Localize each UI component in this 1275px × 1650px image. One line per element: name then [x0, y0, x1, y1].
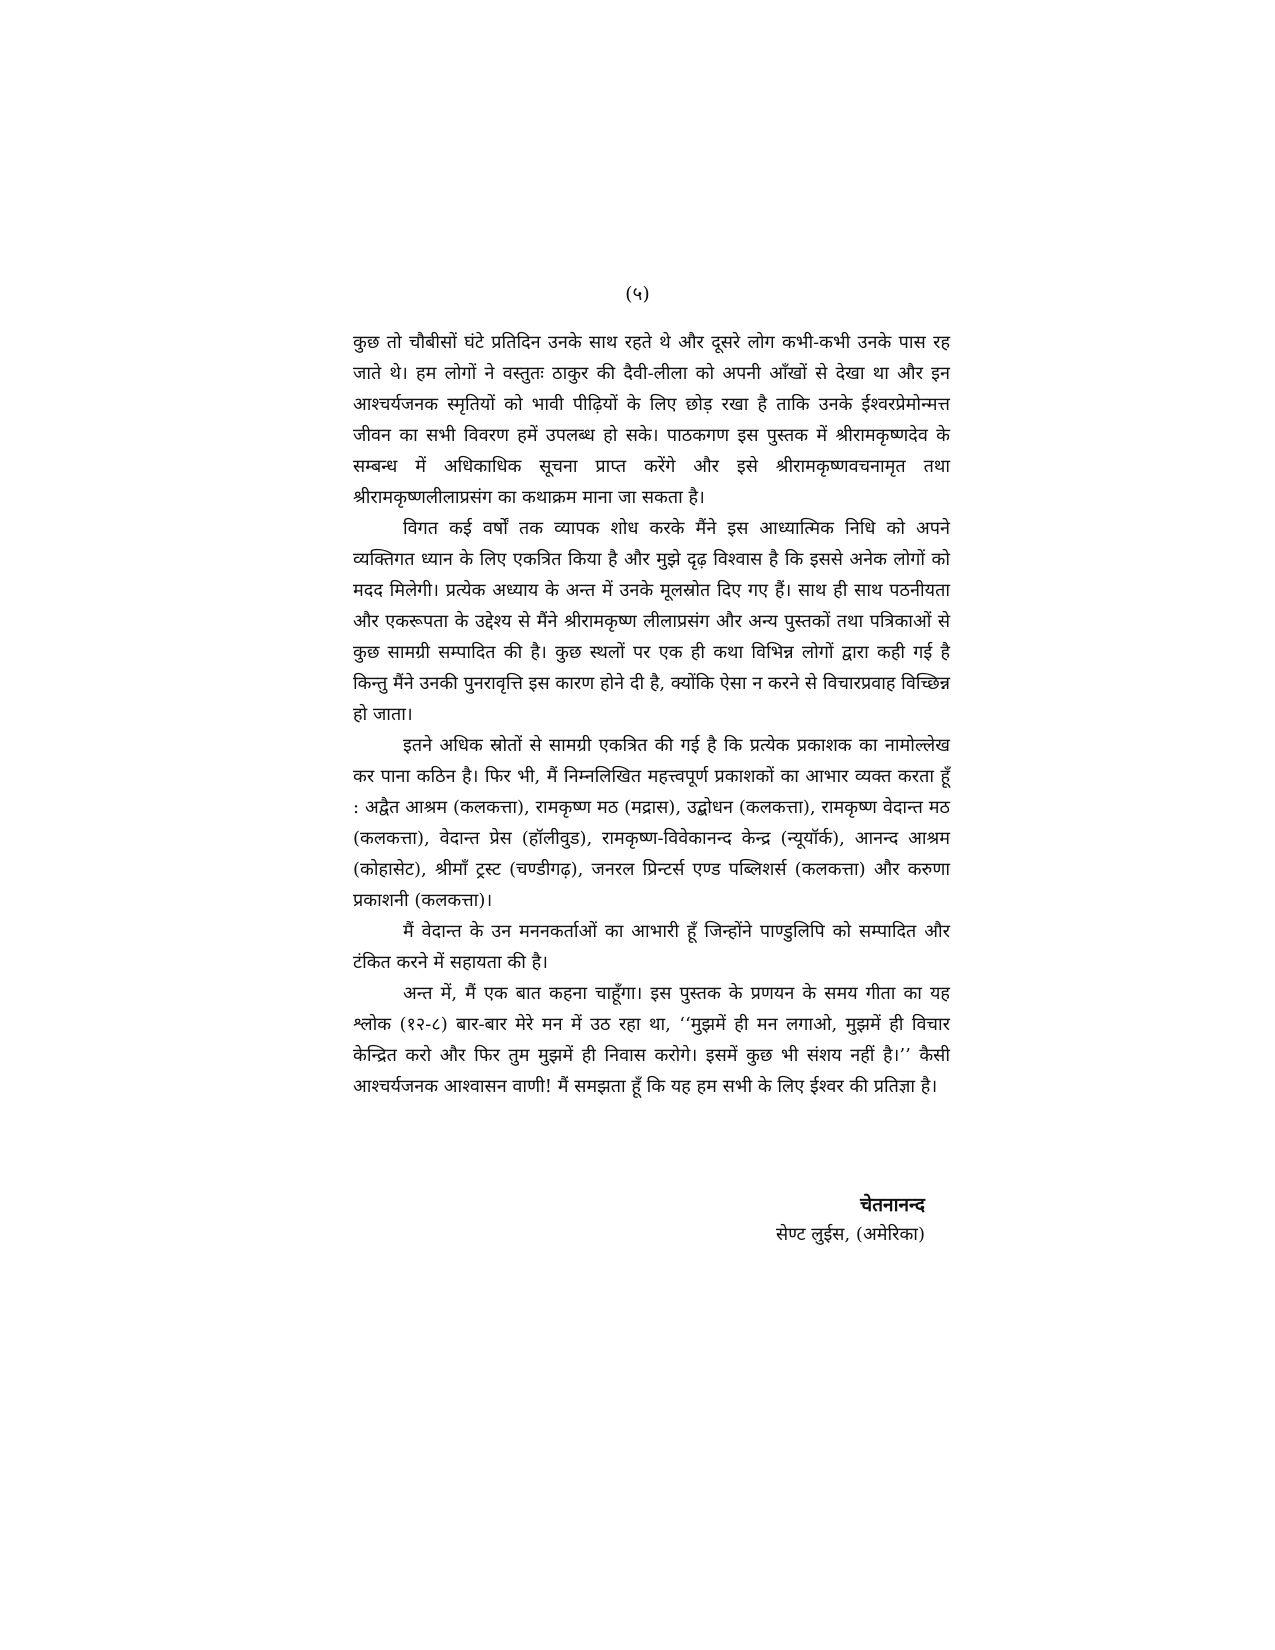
author-location: सेण्ट लुईस, (अमेरिका) — [775, 1224, 925, 1245]
paragraph-1: कुछ तो चौबीसों घंटे प्रतिदिन उनके साथ रहते थे और दूसरे लोग कभी-कभी उनके पास रह जाते थे। हम लोगों ने वस्तुतः ठाकुर की दैवी-लीला को अपनी आँखों से देखा था और इन आश्चर्यजनक स्मृतियों को भावी पीढ़ियों के लिए छोड़ रखा है ताकि उनके ईश्वरप्रेमोन्मत्त जीवन का सभी विवरण हमें उपलब्ध हो सके। पाठकगण इस पुस्तक में श्रीरामकृष्णदेव के सम्बन्ध में अधिकाधिक सूचना प्राप्त करेंगे और इसे श्रीरामकृष्णवचनामृत तथा श्रीरामकृष्णलीलाप्रसंग का कथाक्रम माना जा सकता है। — [353, 332, 950, 508]
paragraph-2: विगत कई वर्षों तक व्यापक शोध करके मैंने इस आध्यात्मिक निधि को अपने व्यक्तिगत ध्यान के लिए एकत्रित किया है और मुझे दृढ़ विश्वास है कि इससे अनेक लोगों को मदद मिलेगी। प्रत्येक अध्याय के अन्त में उनके मूलस्रोत दिए गए हैं। साथ ही साथ पठनीयता और एकरूपता के उद्देश्य से मैंने श्रीरामकृष्ण लीलाप्रसंग और अन्य पुस्तकों तथा पत्रिकाओं से कुछ सामग्री सम्पादित की है। कुछ स्थलों पर एक ही कथा विभिन्न लोगों द्वारा कही गई है किन्तु मैंने उनकी पुनरावृत्ति इस कारण होने दी है, क्योंकि ऐसा न करने से विचारप्रवाह विच्छिन्न हो जाता। — [353, 518, 950, 725]
preface-body — [353, 327, 950, 1102]
paragraph-5: अन्त में, मैं एक बात कहना चाहूँगा। इस पुस्तक के प्रणयन के समय गीता का यह श्लोक (१२-८) बार-बार मेरे मन में उठ रहा था, ‘‘मुझमें ही मन लगाओ, मुझमें ही विचार केन्द्रित करो और फिर तुम मुझमें ही निवास करोगे। इसमें कुछ भी संशय नहीं है।’’ कैसी आश्चर्यजनक आश्वासन वाणी! मैं समझता हूँ कि यह हम सभी के लिए ईश्वर की प्रतिज्ञा है। — [353, 983, 950, 1097]
paragraph-3: इतने अधिक स्रोतों से सामग्री एकत्रित की गई है कि प्रत्येक प्रकाशक का नामोल्लेख कर पाना कठिन है। फिर भी, मैं निम्नलिखित महत्त्वपूर्ण प्रकाशकों का आभार व्यक्त करता हूँ : अद्वैत आश्रम (कलकत्ता), रामकृष्ण मठ (मद्रास), उद्बोधन (कलकत्ता), रामकृष्ण वेदान्त मठ (कलकत्ता), वेदान्त प्रेस (हॉलीवुड), रामकृष्ण-विवेकानन्द केन्द्र (न्यूयॉर्क), आनन्द आश्रम (कोहासेट), श्रीमाँ ट्रस्ट (चण्डीगढ़), जनरल प्रिन्टर्स एण्ड पब्लिशर्स (कलकत्ता) और करुणा प्रकाशनी (कलकत्ता)। — [353, 735, 950, 911]
author-name: चेतनानन्द — [860, 1194, 925, 1216]
signature-block — [600, 1190, 925, 1250]
paragraph-4: मैं वेदान्त के उन मननकर्ताओं का आभारी हूँ जिन्होंने पाण्डुलिपि को सम्पादित और टंकित करने में सहायता की है। — [353, 921, 950, 973]
page-number: (५) — [625, 283, 650, 305]
